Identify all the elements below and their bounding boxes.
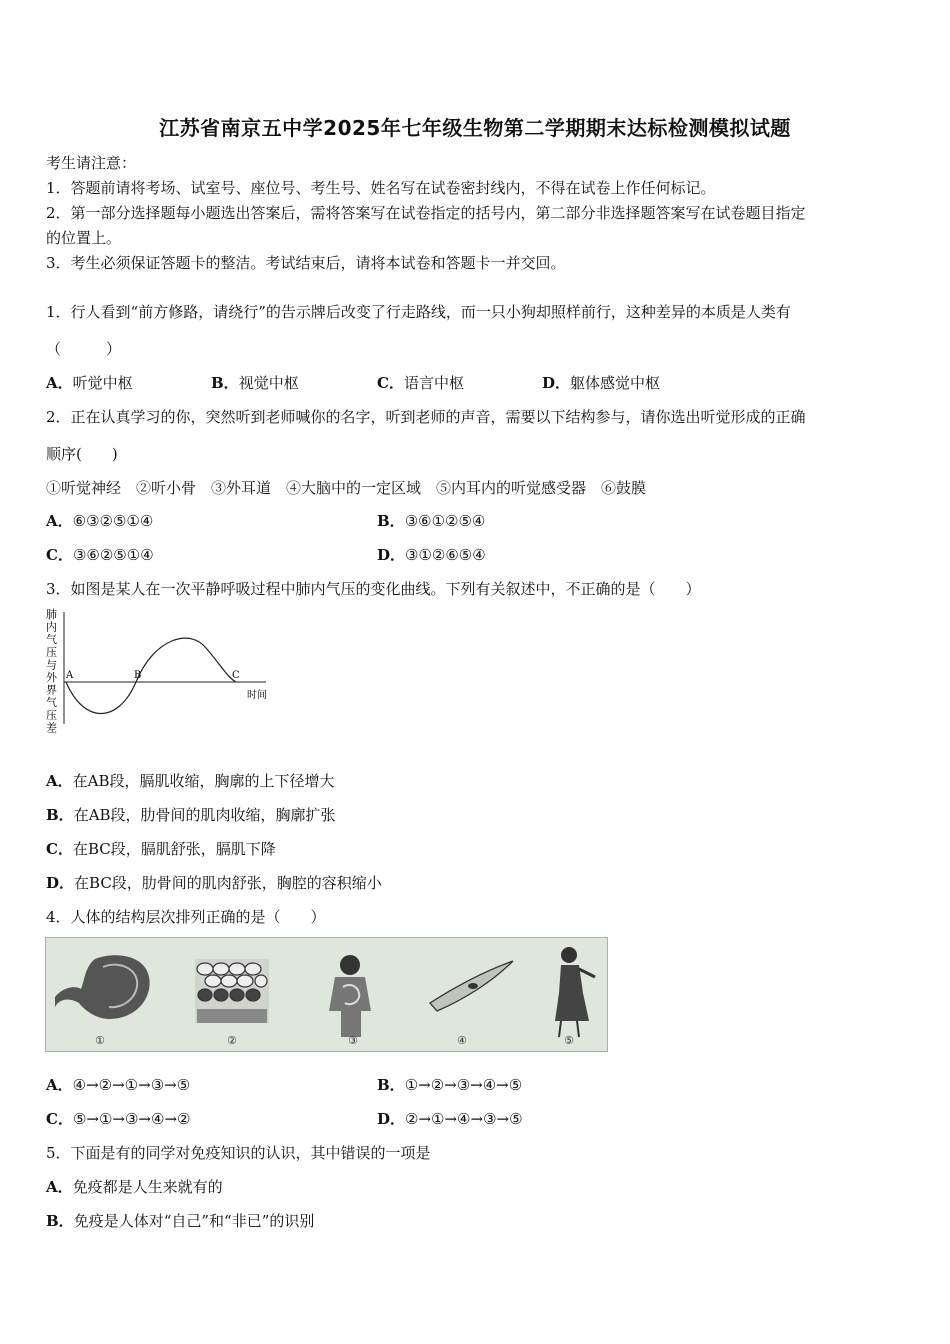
q1-stem: 1．行人看到“前方修路，请绕行”的告示牌后改变了行走路线，而一只小狗却照样前行，这种差异的本质是人类有: [46, 303, 791, 321]
q1-blank: （ ）: [46, 340, 122, 358]
option-label: C．: [46, 1110, 73, 1128]
option-label: B．: [46, 806, 74, 824]
option-text: ③⑥②⑤①④: [72, 546, 154, 564]
option-text: 免疫是人体对“自己”和“非已”的识别: [73, 1212, 315, 1230]
figure-number-3: ③: [348, 1034, 358, 1047]
option-label: A．: [46, 512, 73, 530]
option-text: 视觉中枢: [238, 374, 299, 392]
notice-item-3: 3．考生必须保证答题卡的整洁。考试结束后，请将本试卷和答题卡一并交回。: [46, 254, 566, 272]
option-label: D．: [46, 874, 75, 892]
notice-item-2: 2．第一部分选择题每小题选出答案后，需将答案写在试卷指定的括号内，第二部分非选择题答案写在试卷题目指定: [46, 204, 806, 222]
y-axis-label: 肺内气压与外界气压差: [46, 608, 57, 735]
q4-option-d: [377, 1108, 523, 1129]
q2-stem-cont: 顺序( ): [46, 445, 118, 463]
option-label: A．: [46, 1178, 73, 1196]
q5-stem: 5．下面是有的同学对免疫知识的认识，其中错误的一项是: [46, 1144, 431, 1162]
notice-item-2-cont: 的位置上。: [46, 229, 122, 247]
option-text: ①→②→③→④→⑤: [404, 1076, 523, 1094]
option-label: A．: [46, 1076, 73, 1094]
point-label-c: C: [232, 670, 240, 681]
body-structure-levels-figure: [45, 937, 608, 1052]
q5-option-a: [46, 1176, 223, 1197]
option-text: 语言中枢: [403, 374, 464, 392]
option-label: B．: [377, 1076, 405, 1094]
option-label: B．: [46, 1212, 74, 1230]
q2-option-b: [377, 510, 485, 531]
option-label: B．: [211, 374, 239, 392]
option-text: ③⑥①②⑤④: [404, 512, 486, 530]
q4-option-c: [46, 1108, 190, 1129]
notice-heading: 考生请注意：: [46, 154, 137, 172]
option-text: 免疫都是人生来就有的: [72, 1178, 223, 1196]
q1-option-d: [542, 372, 660, 393]
q2-option-c: [46, 544, 154, 565]
option-text: 在BC段，膈肌舒张，膈肌下降: [72, 840, 276, 858]
option-label: B．: [377, 512, 405, 530]
q2-stem: 2．正在认真学习的你，突然听到老师喊你的名字，听到老师的声音，需要以下结构参与，请你选出听觉形成的正确: [46, 408, 806, 426]
q3-option-b: [46, 804, 336, 825]
option-label: D．: [542, 374, 571, 392]
q1-option-a: [46, 372, 133, 393]
q3-stem: 3．如图是某人在一次平静呼吸过程中肺内气压的变化曲线。下列有关叙述中，不正确的是（ ）: [46, 580, 701, 598]
q5-option-b: [46, 1210, 314, 1231]
option-label: C．: [46, 840, 73, 858]
page-title: 江苏省南京五中学2025年七年级生物第二学期期末达标检测模拟试题: [159, 116, 791, 140]
q2-option-d: [377, 544, 486, 565]
figure-number-2: ②: [227, 1034, 237, 1047]
q3-option-d: [46, 872, 382, 893]
option-text: ⑥③②⑤①④: [72, 512, 154, 530]
option-text: 躯体感觉中枢: [570, 374, 661, 392]
option-label: A．: [46, 772, 73, 790]
option-label: D．: [377, 1110, 406, 1128]
option-text: 听觉中枢: [72, 374, 133, 392]
option-text: 在AB段，膈肌收缩，胸廓的上下径增大: [72, 772, 335, 790]
tissue-image: [195, 959, 269, 1023]
option-text: 在BC段，肋骨间的肌肉舒张，胸腔的容积缩小: [74, 874, 382, 892]
pressure-curve: [66, 638, 236, 713]
option-text: ③①②⑥⑤④: [405, 546, 486, 564]
q3-option-a: [46, 770, 335, 791]
option-label: C．: [377, 374, 404, 392]
figure-number-4: ④: [457, 1034, 467, 1047]
q3-option-c: [46, 838, 276, 859]
option-text: 在AB段，肋骨间的肌肉收缩，胸廓扩张: [73, 806, 336, 824]
q2-items: ①听觉神经 ②听小骨 ③外耳道 ④大脑中的一定区域 ⑤内耳内的听觉感受器 ⑥鼓膜: [46, 479, 647, 497]
q4-option-a: [46, 1074, 190, 1095]
figure-number-5: ⑤: [564, 1034, 574, 1047]
option-text: ④→②→①→③→⑤: [72, 1076, 191, 1094]
option-text: ⑤→①→③→④→②: [72, 1110, 191, 1128]
option-label: D．: [377, 546, 406, 564]
option-text: ②→①→④→③→⑤: [405, 1110, 523, 1128]
option-label: C．: [46, 546, 73, 564]
point-label-a: A: [66, 670, 74, 681]
q4-stem: 4．人体的结构层次排列正确的是（ ）: [46, 908, 326, 926]
pressure-curve-figure: [44, 606, 284, 756]
q1-option-c: [377, 372, 464, 393]
point-label-b: B: [134, 670, 142, 681]
notice-item-1: 1．答题前请将考场、试室号、座位号、考生号、姓名写在试卷密封线内，不得在试卷上作任何标记。: [46, 179, 716, 197]
q1-option-b: [211, 372, 299, 393]
option-label: A．: [46, 374, 73, 392]
x-axis-label: 时间: [247, 690, 267, 701]
q4-option-b: [377, 1074, 522, 1095]
figure-number-1: ①: [95, 1034, 105, 1047]
q2-option-a: [46, 510, 153, 531]
